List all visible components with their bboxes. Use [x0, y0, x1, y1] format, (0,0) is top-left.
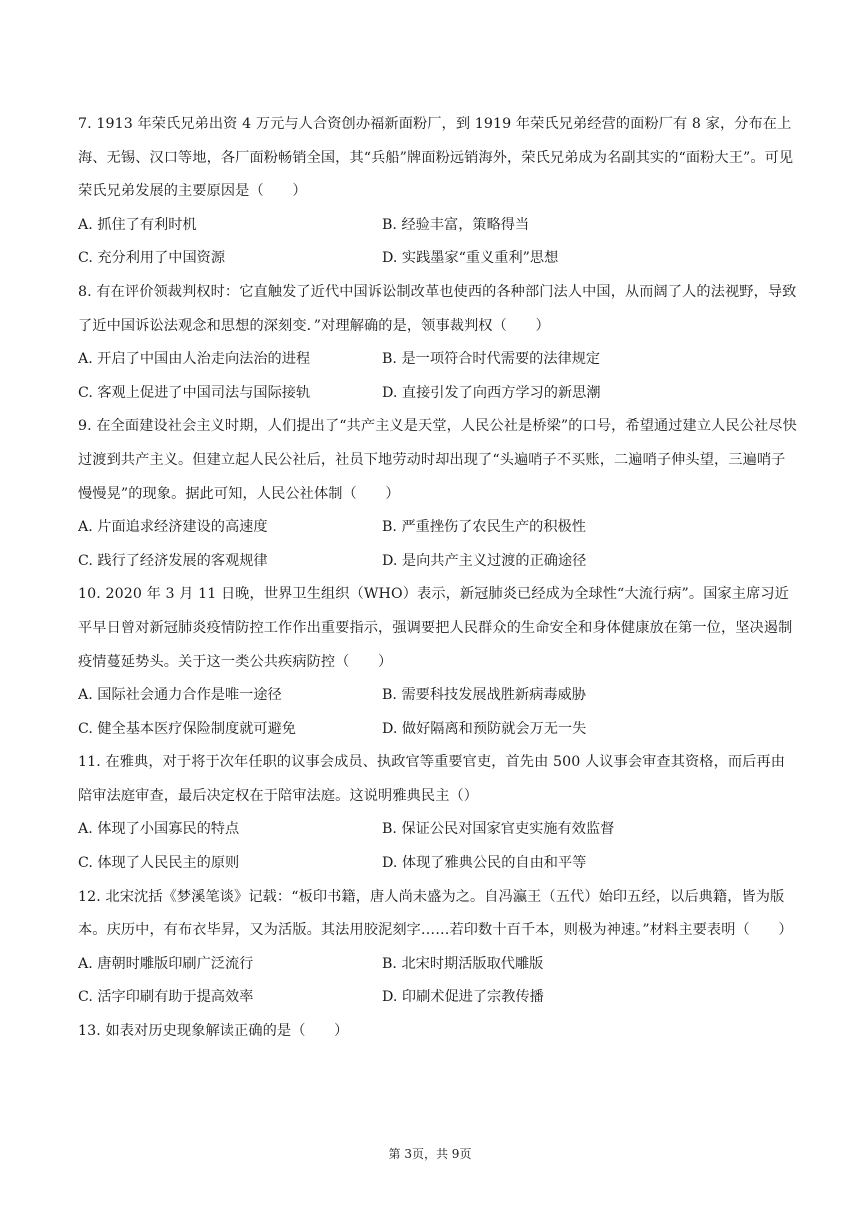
- option-a: A. 开启了中国由人治走向法治的进程: [78, 351, 311, 368]
- question-stem: 9. 在全面建设社会主义时期，人们提出了“共产主义是天堂，人民公社是桥梁”的口号，希望通过建立人民公社尽快过渡到共产主义。但建立起人民公社后，社员下地劳动时却出现了“头遍哨子不买账，二遍哨子伸头望，三遍哨子慢慢晃”的现象。据此可知，人民公社体制（ ）: [78, 418, 797, 502]
- option-b: B. 保证公民对国家官吏实施有效监督: [382, 821, 615, 838]
- question-12: [78, 881, 798, 1015]
- page-footer: 第 3页，共 9页: [388, 1147, 472, 1161]
- question-stem: 12. 北宋沈括《梦溪笔谈》记载：“板印书籍，唐人尚未盛为之。自冯瀛王（五代）始印五经，以后典籍，皆为版本。庆历中，有布衣毕昇，又为活版。其法用胶泥刻字……若印数十百千本，则极为神速。”材料主要表明（ ）: [78, 888, 793, 939]
- option-b: B. 需要科技发展战胜新病毒威胁: [382, 687, 586, 704]
- option-c: C. 践行了经济发展的客观规律: [78, 552, 268, 569]
- option-d: D. 做好隔离和预防就会万无一失: [382, 720, 587, 737]
- option-grid: [78, 511, 798, 578]
- option-grid: [78, 813, 798, 880]
- question-9: [78, 410, 798, 578]
- option-d: D. 印刷术促进了宗教传播: [382, 989, 544, 1006]
- question-list: [78, 108, 798, 1049]
- question-stem: 8. 有在评价领裁判权时：它直触发了近代中国诉讼制改革也使西的各种部门法人中国，从而阔了人的法视野，导致了近中国诉讼法观念和思想的深刻变．”对理解确的是，领事裁判权（ ）: [78, 283, 797, 334]
- option-d: D. 直接引发了向西方学习的新思潮: [382, 384, 601, 401]
- option-d: D. 实践墨家“重义重利”思想: [382, 250, 559, 267]
- option-grid: [78, 948, 798, 1015]
- question-10: [78, 578, 798, 746]
- option-c: C. 客观上促进了中国司法与国际接轨: [78, 384, 311, 401]
- option-c: C. 活字印刷有助于提高效率: [78, 989, 254, 1006]
- option-a: A. 抓住了有利时机: [78, 216, 197, 233]
- option-b: B. 是一项符合时代需要的法律规定: [382, 351, 601, 368]
- option-grid: [78, 679, 798, 746]
- option-b: B. 北宋时期活版取代雕版: [382, 955, 544, 972]
- option-grid: [78, 343, 798, 410]
- option-a: A. 片面追求经济建设的高速度: [78, 519, 268, 536]
- question-stem: 11. 在雅典，对于将于次年任职的议事会成员、执政官等重要官吏，首先由 500 人议事会审查其资格，而后再由陪审法庭审查，最后决定权在于陪审法庭。这说明雅典民主（）: [78, 754, 786, 804]
- question-stem: 13. 如表对历史现象解读正确的是（ ）: [78, 1023, 349, 1040]
- option-c: C. 充分利用了中国资源: [78, 250, 226, 267]
- option-b: B. 经验丰富，策略得当: [382, 216, 530, 233]
- option-d: D. 体现了雅典公民的自由和平等: [382, 855, 587, 872]
- question-stem: 7. 1913 年荣氏兄弟出资 4 万元与人合资创办福新面粉厂，到 1919 年荣氏兄弟经营的面粉厂有 8 家，分布在上海、无锡、汉口等地，各厂面粉畅销全国，其“兵船”牌面粉远销海外，荣氏兄弟成为名副其实的“面粉大王”。可见荣氏兄弟发展的主要原因是（ ）: [78, 116, 794, 200]
- option-c: C. 体现了人民民主的原则: [78, 855, 240, 872]
- question-11: [78, 746, 798, 880]
- question-13: [78, 1015, 798, 1049]
- option-d: D. 是向共产主义过渡的正确途径: [382, 552, 587, 569]
- question-8: [78, 276, 798, 410]
- option-a: A. 体现了小国寡民的特点: [78, 821, 240, 838]
- option-a: A. 国际社会通力合作是唯一途径: [78, 687, 282, 704]
- option-b: B. 严重挫伤了农民生产的积极性: [382, 519, 586, 536]
- question-7: [78, 108, 798, 276]
- option-a: A. 唐朝时雕版印刷广泛流行: [78, 955, 254, 972]
- option-c: C. 健全基本医疗保险制度就可避免: [78, 720, 296, 737]
- option-grid: [78, 209, 798, 276]
- question-stem: 10. 2020 年 3 月 11 日晚，世界卫生组织（WHO）表示，新冠肺炎已经成为全球性“大流行病”。国家主席习近平早日曾对新冠肺炎疫情防控工作作出重要指示，强调要把人民群众的生命安全和身体健康放在第一位，坚决遏制疫情蔓延势头。关于这一类公共疾病防控（ ）: [78, 586, 793, 670]
